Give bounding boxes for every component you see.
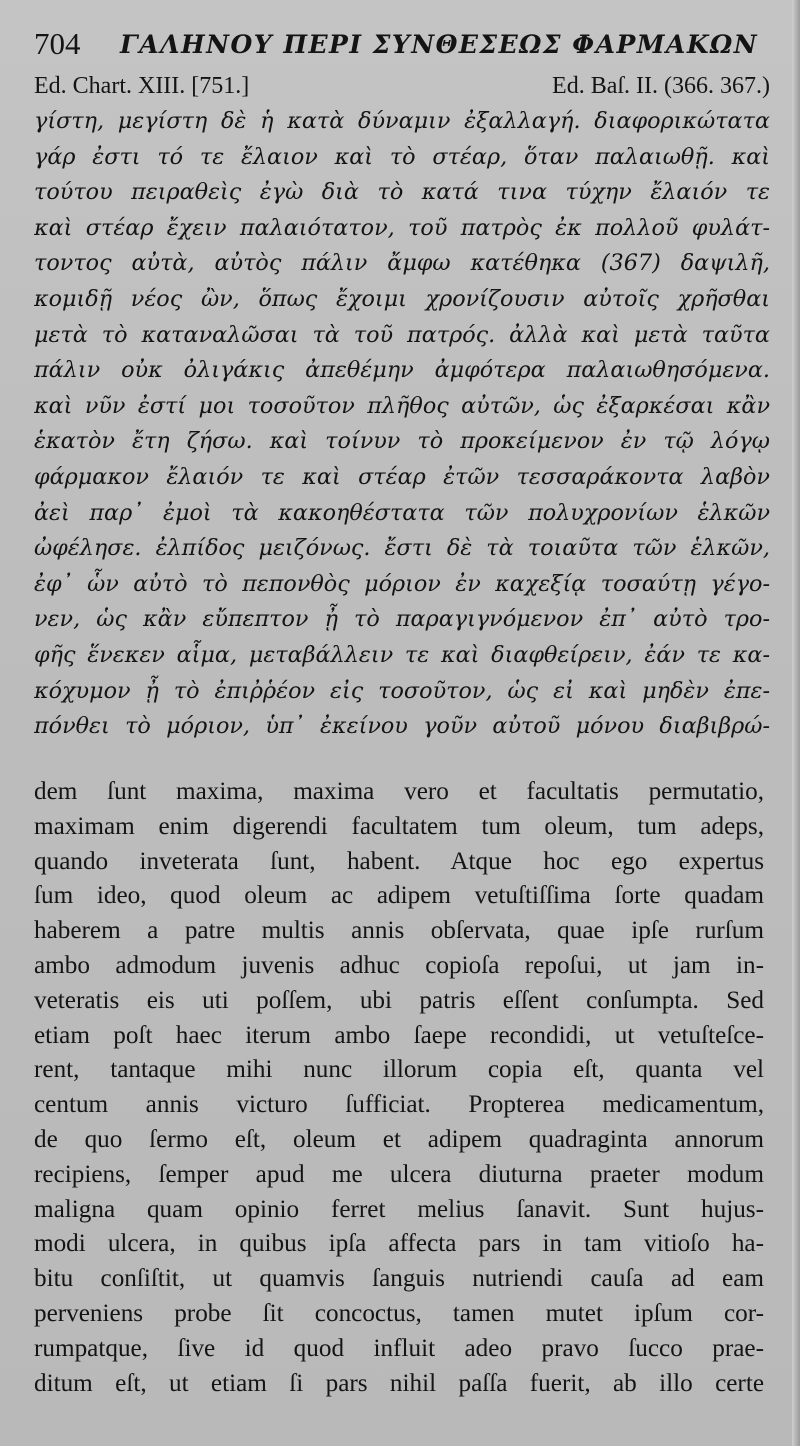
greek-text-line: ἐφ᾽ ὧν αὐτὸ τὸ πεπονθὸς μόριον ἐν καχεξίᾳ τοσαύτῃ γέγο- — [34, 570, 770, 597]
latin-text-line: quando inveterata ſunt, habent. Atque hoc ego expertus — [34, 847, 764, 875]
latin-text-block — [34, 775, 764, 1401]
page-number: 704 — [34, 26, 81, 61]
greek-text-line: τοντος αὐτὰ, αὐτὸς πάλιν ἄμφω κατέθηκα (367) δαψιλῆ, — [34, 250, 770, 277]
latin-text-line: ambo admodum juvenis adhuc copioſa repoſui, ut jam in- — [34, 951, 764, 979]
latin-text-line: veteratis eis uti poſſem, ubi patris eſſent conſumpta. Sed — [34, 986, 764, 1014]
greek-text-line: καὶ στέαρ ἔχειν παλαιότατον, τοῦ πατρὸς ἐκ πολλοῦ φυλάτ- — [34, 214, 770, 241]
greek-text-line: πάλιν οὐκ ὀλιγάκις ἀπεθέμην ἀμφότερα παλαιωθησόμενα. — [34, 357, 770, 384]
greek-text-line: γίστη, μεγίστη δὲ ἡ κατὰ δύναμιν ἐξαλλαγή. διαφορικώτατα — [34, 108, 770, 134]
latin-text-line: haberem a patre multis annis obſervata, quae ipſe rurſum — [34, 917, 764, 945]
latin-text-line: rent, tantaque mihi nunc illorum copia eſt, quanta vel — [34, 1056, 764, 1084]
greek-text-line: τούτου πειραθεὶς ἐγὼ διὰ τὸ κατά τινα τύχην ἔλαιόν τε — [34, 179, 770, 206]
latin-text-line: maligna quam opinio ferret melius ſanavit. Sunt hujus- — [34, 1195, 764, 1223]
greek-text-block — [34, 104, 770, 745]
latin-text-line: de quo ſermo eſt, oleum et adipem quadraginta annorum — [34, 1125, 764, 1153]
greek-text-line: γάρ ἐστι τό τε ἔλαιον καὶ τὸ στέαρ, ὅταν παλαιωθῇ. καὶ — [34, 143, 770, 170]
greek-text-line: καὶ νῦν ἐστί μοι τοσοῦτον πλῆθος αὐτῶν, ὡς ἐξαρκέσαι κἂν — [34, 392, 770, 419]
greek-text-line: φῆς ἕνεκεν αἷμα, μεταβάλλειν τε καὶ διαφθείρειν, ἐάν τε κα- — [34, 641, 770, 668]
latin-text-line: centum annis victuro ſufficiat. Propterea medicamentum, — [34, 1091, 764, 1119]
edition-reference-left: Ed. Chart. XIII. [751.] — [34, 73, 250, 99]
page-header — [34, 26, 774, 66]
latin-text-line: perveniens probe ſit concoctus, tamen mutet ipſum cor- — [34, 1299, 764, 1327]
latin-text-line: etiam poſt haec iterum ambo ſaepe recondidi, ut vetuſteſce- — [34, 1021, 764, 1049]
greek-text-line: ἀεὶ παρ᾽ ἐμοὶ τὰ κακοηθέστατα τῶν πολυχρονίων ἑλκῶν — [34, 499, 770, 526]
latin-text-line: maximam enim digerendi facultatem tum oleum, tum adeps, — [34, 812, 764, 840]
latin-text-line: dem ſunt maxima, maxima vero et facultatis permutatio, — [34, 778, 764, 805]
latin-text-line: bitu conſiſtit, ut quamvis ſanguis nutriendi cauſa ad eam — [34, 1265, 764, 1293]
edition-reference-right: Ed. Baſ. II. (366. 367.) — [552, 73, 770, 99]
greek-text-line: μετὰ τὸ καταναλῶσαι τὰ τοῦ πατρός. ἀλλὰ καὶ μετὰ ταῦτα — [34, 321, 770, 348]
latin-text-line: rumpatque, ſive id quod influit adeo pravo ſucco prae- — [34, 1334, 764, 1362]
latin-text-line: ditum eſt, ut etiam ſi pars nihil paſſa fuerit, ab illo certe — [34, 1369, 764, 1397]
latin-text-line: modi ulcera, in quibus ipſa affecta pars in tam vitioſo ha- — [34, 1230, 764, 1258]
greek-text-line: φάρμακον ἔλαιόν τε καὶ στέαρ ἐτῶν τεσσαράκοντα λαβὸν — [34, 463, 770, 490]
page-edge-shadow — [792, 0, 800, 1446]
greek-text-line: νεν, ὡς κἂν εὔπεπτον ᾖ τὸ παραγιγνόμενον ἐπ᾽ αὐτὸ τρο- — [34, 606, 770, 633]
greek-text-line: πόνθει τὸ μόριον, ὑπ᾽ ἐκείνου γοῦν αὐτοῦ μόνου διαβιβρώ- — [34, 713, 770, 740]
latin-text-line: recipiens, ſemper apud me ulcera diuturna praeter modum — [34, 1160, 764, 1188]
running-title: ΓΑΛΗΝΟΥ ΠΕΡΙ ΣΥΝΘΕΣΕΩΣ ΦΑΡΜΑΚΩΝ — [120, 30, 759, 59]
greek-text-line: ἑκατὸν ἔτη ζήσω. καὶ τοίνυν τὸ προκείμενον ἐν τῷ λόγῳ — [34, 428, 770, 455]
greek-text-line: ὠφέλησε. ἐλπίδος μειζόνως. ἔστι δὲ τὰ τοιαῦτα τῶν ἑλκῶν, — [34, 535, 770, 562]
latin-text-line: ſum ideo, quod oleum ac adipem vetuſtiſſima ſorte quadam — [34, 882, 764, 910]
greek-text-line: κομιδῇ νέος ὢν, ὅπως ἔχοιμι χρονίζουσιν αὐτοῖς χρῆσθαι — [34, 285, 770, 312]
greek-text-line: κόχυμον ᾖ τὸ ἐπιῤῥέον εἰς τοσοῦτον, ὡς εἰ καὶ μηδὲν ἐπε- — [34, 677, 770, 704]
